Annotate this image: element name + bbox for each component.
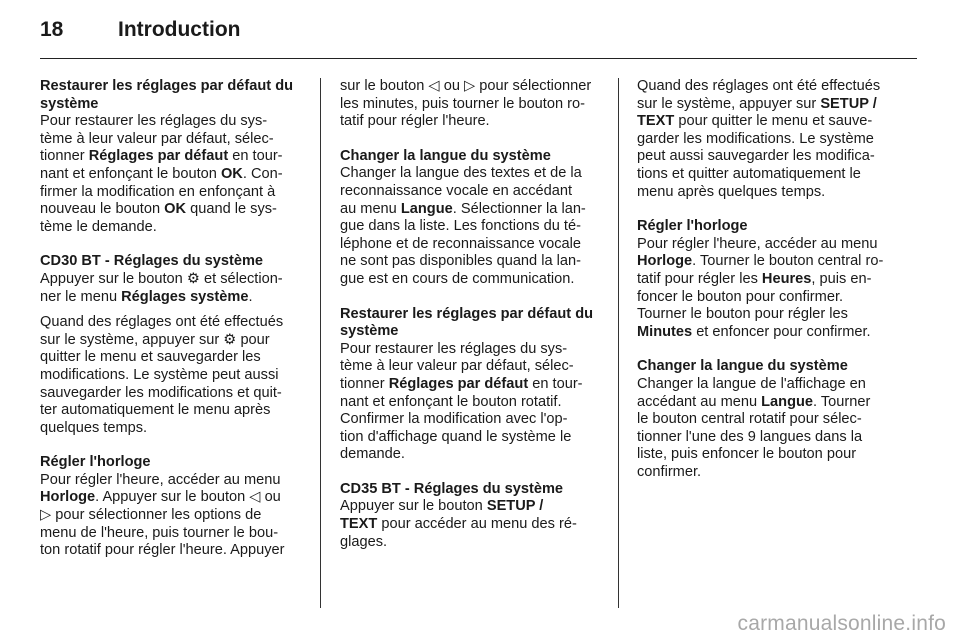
text-run: menu après quelques temps.	[637, 183, 826, 200]
text-line	[637, 464, 905, 482]
text-column-2	[340, 78, 608, 568]
section-block	[340, 148, 608, 289]
text-run: liste, puis enfoncer le bouton pour	[637, 446, 857, 463]
section-heading	[637, 358, 905, 376]
text-run: sauvegarder les modifications et quit-	[40, 384, 282, 401]
text-run: quitter le menu et sauvegarder les	[40, 349, 261, 366]
text-run: tionner	[40, 148, 89, 165]
text-line	[40, 148, 308, 166]
section-heading	[637, 218, 905, 236]
text-line	[637, 429, 905, 447]
text-run: peut aussi sauvegarder les modifica-	[637, 148, 875, 165]
text-run: tème le demande.	[40, 218, 157, 235]
heading-line: CD30 BT - Réglages du système	[40, 253, 264, 270]
text-run: Tourner le bouton pour régler les	[637, 306, 848, 323]
text-line	[340, 78, 608, 96]
text-line	[40, 385, 308, 403]
heading-line: système	[340, 323, 399, 340]
text-run: tatif pour régler l'heure.	[340, 113, 490, 130]
heading-line: Restaurer les réglages par défaut du	[340, 305, 594, 322]
text-line	[40, 166, 308, 184]
text-line	[637, 446, 905, 464]
bold-term: Réglages par défaut	[388, 375, 529, 392]
text-line	[340, 218, 608, 236]
text-run: Quand des réglages ont été effectués	[40, 314, 284, 331]
text-run: ne sont pas disponibles quand la lan-	[340, 253, 581, 270]
text-run: gue dans la liste. Les fonctions du té-	[340, 218, 581, 235]
text-line	[637, 96, 905, 114]
text-run: garder les modifications. Le système	[637, 130, 874, 147]
heading-line: système	[40, 95, 99, 112]
text-line	[40, 314, 308, 332]
text-run: . Sélectionner la lan-	[452, 200, 586, 217]
paragraph	[340, 78, 608, 131]
text-run: tionner l'une des 9 langues dans la	[637, 428, 863, 445]
text-line	[40, 402, 308, 420]
text-run: . Tourner le bouton central ro-	[692, 253, 884, 270]
column-separator-1	[320, 78, 321, 608]
text-run: au menu	[340, 200, 401, 217]
text-line	[637, 131, 905, 149]
text-line	[40, 131, 308, 149]
paragraph	[340, 341, 608, 464]
section-block	[637, 218, 905, 341]
text-run: tion d'affichage quand le système le	[340, 428, 572, 445]
bold-term: Langue	[761, 393, 814, 410]
text-run: ner le menu	[40, 288, 122, 305]
text-line	[637, 306, 905, 324]
paragraph	[40, 314, 308, 437]
section-block	[40, 454, 308, 560]
text-line	[340, 341, 608, 359]
paragraph	[40, 472, 308, 560]
bold-term: TEXT	[637, 113, 675, 130]
paragraph	[40, 113, 308, 236]
heading-line: Changer la langue du système	[637, 358, 848, 375]
text-run: reconnaissance vocale en accédant	[340, 182, 573, 199]
text-line	[40, 472, 308, 490]
section-heading	[40, 78, 308, 113]
text-line	[637, 289, 905, 307]
heading-line: Changer la langue du système	[340, 147, 551, 164]
text-run: et enfoncer pour confirmer.	[692, 323, 871, 340]
text-line	[340, 165, 608, 183]
bold-term: Horloge	[637, 253, 693, 270]
section-block	[637, 358, 905, 481]
text-run: quand le sys-	[186, 201, 277, 218]
text-run: gue est en cours de communication.	[340, 270, 575, 287]
section-heading	[40, 454, 308, 472]
text-line	[40, 489, 308, 507]
text-line	[40, 219, 308, 237]
text-run: sur le système, appuyer sur	[637, 95, 821, 112]
text-run: . Appuyer sur le bouton ◁ ou	[95, 489, 281, 506]
text-line	[340, 271, 608, 289]
section-heading	[340, 306, 608, 341]
text-run: tème à leur valeur par défaut, sélec-	[40, 130, 274, 147]
text-run: .	[248, 288, 253, 305]
section-block	[340, 78, 608, 131]
text-run: pour quitter le menu et sauve-	[674, 113, 873, 130]
text-line	[40, 332, 308, 350]
text-line	[637, 411, 905, 429]
text-run: léphone et de reconnaissance vocale	[340, 235, 581, 252]
text-line	[637, 113, 905, 131]
bold-term: Heures	[761, 270, 812, 287]
text-line	[340, 394, 608, 412]
text-line	[637, 324, 905, 342]
text-run: en tour-	[228, 148, 283, 165]
text-column-1	[40, 78, 308, 577]
text-run: Quand des réglages ont été effectués	[637, 78, 881, 94]
section-block	[340, 306, 608, 464]
text-column-3	[637, 78, 905, 498]
heading-line: CD35 BT - Réglages du système	[340, 480, 564, 497]
paragraph	[637, 78, 905, 201]
text-line	[637, 376, 905, 394]
section-heading	[340, 481, 608, 499]
bold-term: TEXT	[340, 516, 378, 533]
text-line	[340, 376, 608, 394]
bold-term: OK	[164, 201, 187, 218]
section-block	[40, 253, 308, 437]
bold-term: SETUP /	[820, 95, 877, 112]
text-run: nant et enfonçant le bouton rotatif.	[340, 393, 562, 410]
text-line	[340, 498, 608, 516]
text-line	[340, 411, 608, 429]
text-run: Pour restaurer les réglages du sys-	[40, 113, 268, 130]
text-run: les minutes, puis tourner le bouton ro-	[340, 95, 585, 112]
text-line	[637, 166, 905, 184]
text-run: le bouton central rotatif pour sélec-	[637, 411, 862, 428]
text-run: tions et quitter automatiquement le	[637, 165, 861, 182]
bold-term: Réglages système	[121, 288, 249, 305]
text-line	[340, 236, 608, 254]
text-line	[340, 358, 608, 376]
text-line	[40, 289, 308, 307]
text-line	[40, 201, 308, 219]
text-run: . Con-	[242, 165, 283, 182]
paragraph	[637, 376, 905, 482]
text-run: glages.	[340, 533, 388, 550]
text-run: confirmer.	[637, 463, 702, 480]
section-block	[340, 481, 608, 551]
text-line	[637, 78, 905, 96]
text-run: Pour restaurer les réglages du sys-	[340, 340, 568, 357]
text-run: Changer la langue des textes et de la	[340, 165, 582, 182]
text-run: foncer le bouton pour confirmer.	[637, 288, 844, 305]
text-run: Confirmer la modification avec l'op-	[340, 411, 568, 428]
text-run: ▷ pour sélectionner les options de	[40, 507, 262, 524]
text-line	[40, 420, 308, 438]
text-run: . Tourner	[813, 393, 871, 410]
text-line	[637, 271, 905, 289]
text-run: Pour régler l'heure, accéder au menu	[637, 235, 878, 252]
text-line	[340, 96, 608, 114]
text-run: ter automatiquement le menu après	[40, 402, 271, 419]
text-line	[340, 446, 608, 464]
text-run: firmer la modification en enfonçant à	[40, 183, 276, 200]
text-run: accédant au menu	[637, 393, 762, 410]
heading-line: Régler l'horloge	[40, 454, 151, 471]
text-line	[40, 184, 308, 202]
page-number: 18	[40, 18, 64, 41]
text-run: pour accéder au menu des ré-	[377, 516, 577, 533]
bold-term: SETUP /	[486, 498, 544, 515]
section-heading	[340, 148, 608, 166]
text-line	[340, 516, 608, 534]
text-run: tionner	[340, 375, 389, 392]
text-run: tème à leur valeur par défaut, sélec-	[340, 358, 574, 375]
text-run: Pour régler l'heure, accéder au menu	[40, 471, 281, 488]
text-line	[40, 349, 308, 367]
text-line	[40, 542, 308, 560]
text-run: nouveau le bouton	[40, 201, 165, 218]
text-run: Appuyer sur le bouton ⚙ et sélection-	[40, 270, 283, 287]
text-run: en tour-	[528, 375, 583, 392]
text-run: sur le bouton ◁ ou ▷ pour sélectionner	[340, 78, 592, 94]
section-block	[40, 78, 308, 236]
text-line	[637, 236, 905, 254]
text-run: modifications. Le système peut aussi	[40, 366, 279, 383]
heading-line: Régler l'horloge	[637, 218, 748, 235]
bold-term: Horloge	[40, 489, 96, 506]
text-run: ton rotatif pour régler l'heure. Appuyer	[40, 542, 285, 559]
bold-term: Réglages par défaut	[88, 148, 229, 165]
bold-term: Minutes	[637, 323, 693, 340]
paragraph	[340, 498, 608, 551]
text-run: demande.	[340, 446, 405, 463]
text-line	[637, 253, 905, 271]
paragraph	[637, 236, 905, 342]
text-line	[40, 271, 308, 289]
text-line	[637, 148, 905, 166]
paragraph	[340, 165, 608, 288]
text-line	[340, 253, 608, 271]
text-run: Changer la langue de l'affichage en	[637, 375, 866, 392]
bold-term: Langue	[400, 200, 453, 217]
text-run: , puis en-	[811, 270, 872, 287]
text-line	[40, 507, 308, 525]
header-rule	[40, 58, 917, 59]
text-line	[340, 183, 608, 201]
text-run: sur le système, appuyer sur ⚙ pour	[40, 331, 270, 348]
text-run: quelques temps.	[40, 419, 148, 436]
text-run: Appuyer sur le bouton	[340, 498, 487, 515]
text-line	[340, 201, 608, 219]
text-line	[637, 394, 905, 412]
text-line	[40, 525, 308, 543]
text-run: menu de l'heure, puis tourner le bou-	[40, 524, 279, 541]
text-line	[40, 367, 308, 385]
heading-line: Restaurer les réglages par défaut du	[40, 78, 294, 94]
column-separator-2	[618, 78, 619, 608]
text-run: tatif pour régler les	[637, 270, 762, 287]
paragraph	[40, 271, 308, 306]
text-line	[40, 113, 308, 131]
text-line	[340, 534, 608, 552]
section-heading	[40, 253, 308, 271]
text-line	[340, 113, 608, 131]
text-run: nant et enfonçant le bouton	[40, 165, 221, 182]
bold-term: OK	[220, 165, 243, 182]
section-block	[637, 78, 905, 201]
page-title: Introduction	[118, 18, 241, 41]
watermark: carmanualsonline.info	[737, 612, 946, 635]
text-line	[637, 184, 905, 202]
text-line	[340, 429, 608, 447]
